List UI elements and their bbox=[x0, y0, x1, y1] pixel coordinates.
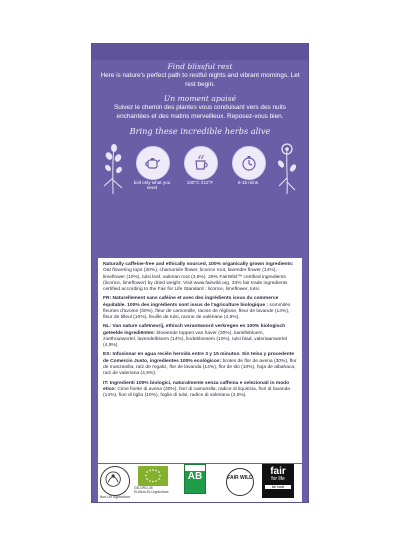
ingredients-nl-heading: NL: Van nature cafeïnevrij, ethisch verantwoord verkregen en 100% biologisch geteelde ingrediënten: bbox=[103, 324, 286, 336]
ab-organic-logo bbox=[184, 464, 206, 494]
soil-association-icon bbox=[101, 467, 128, 494]
ingredients-nl-text: bloeiende toppen van haver (30%), kamillebloem, zoethoutwortel, lavendelbloem (14%), lindebloesem (10%), tulsi blad, valeriaanwortel (4,9%). bbox=[103, 330, 288, 349]
header-en: Find blissful rest bbox=[167, 62, 233, 71]
eu-leaf-code: GB-ORG-05 bbox=[134, 486, 153, 490]
fairwild-label: FAIR WILD bbox=[227, 475, 253, 481]
cup-icon bbox=[192, 154, 210, 172]
ingredients-en bbox=[103, 262, 297, 293]
badge-caption-steep-time: 5-15 mins bbox=[237, 179, 259, 185]
eu-organic-leaf-logo bbox=[138, 466, 168, 486]
ingredients-es bbox=[103, 352, 297, 377]
certification-logos bbox=[98, 464, 302, 502]
chamomile-sprig-icon bbox=[274, 140, 300, 196]
fair-for-life-small: for life bbox=[271, 476, 285, 482]
instructions-panel bbox=[98, 62, 302, 260]
header-fr: Un moment apaisé bbox=[163, 93, 237, 103]
ingredients-it bbox=[103, 381, 297, 400]
brewing-instructions bbox=[98, 138, 302, 208]
ingredients-nl bbox=[103, 324, 297, 349]
eu-leaf-caption bbox=[134, 487, 176, 494]
eu-leaf-origin: EU/Non-EU Agriculture bbox=[134, 489, 169, 494]
ingredients-it-heading: IT: Ingredienti 100% biologici, naturalmente senza caffeina e selezionati in modo etico: bbox=[103, 380, 290, 392]
teapot-icon bbox=[144, 154, 162, 172]
ingredients-en-text: Oat flowering tops (30%), chamomile flower, licorice root, lavender flower (14%), limeflower (10%), tulsi leaf, valerian root (4,9%). 28% FairWild™ certified ingredients (licorice, limeflower) by dried weight. Visit www.fairwild.org. 33% fair trade ingredients certified according to the Fair for Life Standard : licorice, limeflower, tulsi. bbox=[103, 268, 288, 293]
ingredients-it-text: Cime fiorite di avena (30%), fiori di camomilla, radice di liquirizia, fiori di lavanda (14%), fiori di tiglio (10%), foglie di tulsi, radice di valeriana (4,9%). bbox=[103, 386, 291, 399]
fair-for-life-big: fair bbox=[270, 466, 286, 477]
lavender-sprig-icon bbox=[100, 140, 126, 196]
ingredients-fr-heading: FR: Naturellement sans caféine et avec des ingrédients issus du commerce équitable. 100% des ingrédients sont issus de l'agriculture biologique : bbox=[103, 296, 279, 308]
ab-label: AB bbox=[187, 471, 203, 482]
timer-icon bbox=[240, 154, 258, 172]
badge-caption-boil: boil only what you need bbox=[133, 179, 171, 190]
fair-for-life-tag: fair trade bbox=[265, 485, 291, 489]
teapot-badge bbox=[136, 146, 170, 180]
ingredients-es-heading: ES: Infusionar en agua recién hervida entre 3 y 15 minutos. Sin teína y procedente de Comercio Justo, ingredientes 100% ecológicos: bbox=[103, 352, 295, 364]
box-top-flap bbox=[92, 44, 308, 60]
ingredients-panel bbox=[98, 258, 302, 463]
soil-association-logo bbox=[100, 466, 130, 496]
soil-association-caption: Non-UK Agriculture bbox=[99, 495, 131, 499]
intro-fr: Suivez le chemin des plantes vous conduisant vers des nuits enchantées et des matins merveilleux. Reposez-vous bien. bbox=[114, 104, 286, 120]
cup-badge bbox=[184, 146, 218, 180]
timer-badge bbox=[232, 146, 266, 180]
tea-box-back-panel bbox=[92, 44, 308, 502]
fair-for-life-logo bbox=[262, 464, 294, 498]
ingredients-en-heading: Naturally caffeine-free and ethically sourced, 100% organically grown ingredients: bbox=[103, 262, 294, 267]
fairwild-logo bbox=[226, 468, 254, 496]
badge-caption-temperature: 100°C 212°F bbox=[186, 179, 214, 185]
herbs-heading: Bring these incredible herbs alive bbox=[129, 125, 271, 136]
eu-leaf-icon bbox=[138, 466, 168, 486]
ingredients-fr-text: sommités fleuries d'avoine (30%), fleur de camomille, racine de réglisse, fleur de lavande (14%), fleur de tilleul (10%), feuille de tulsi, racine de valériane (4,9%). bbox=[103, 302, 291, 321]
ingredients-es-text: brotes de flor de avena (30%), flor de manzanilla, raíz de regaliz, flor de lavanda (14%), flor de tilo (10%), hoja de albahaca, raíz de valeriana (4,9%). bbox=[103, 358, 297, 377]
intro-en: Here is nature's perfect path to restful nights and vibrant mornings. Let rest begin. bbox=[100, 72, 300, 89]
ingredients-fr bbox=[103, 296, 297, 321]
